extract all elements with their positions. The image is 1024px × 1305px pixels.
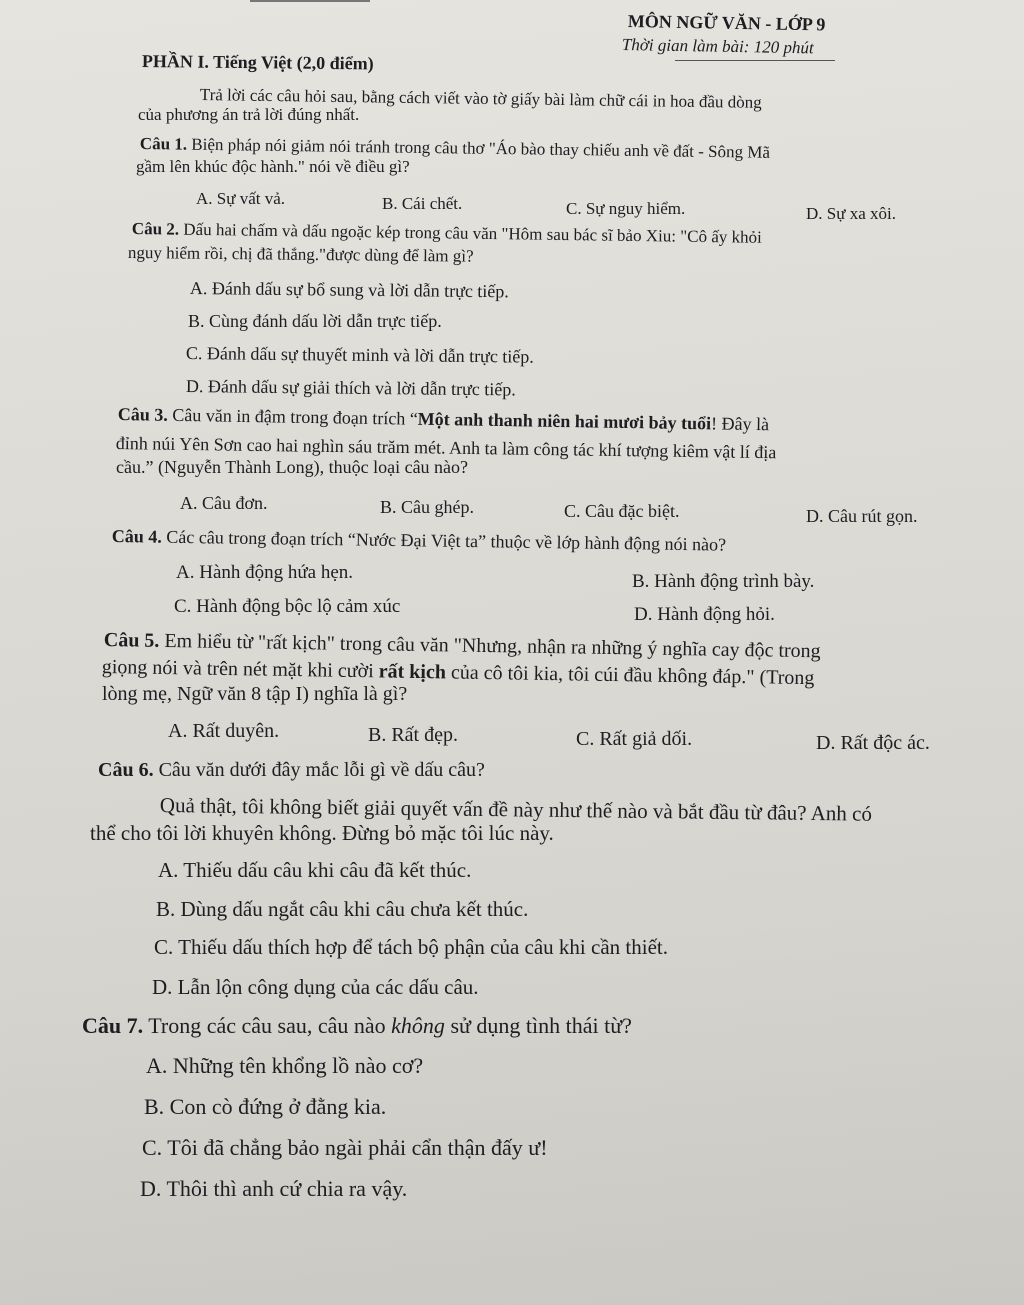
- q6-option-b: B. Dùng dấu ngắt câu khi câu chưa kết thúc.: [156, 897, 529, 921]
- q6-quote-line-1: Quả thật, tôi không biết giải quyết vấn đề này như thế nào và bắt đầu từ đâu? Anh có: [159, 793, 873, 826]
- q5-line-3: lòng mẹ, Ngữ văn 8 tập I) nghĩa là gì?: [102, 683, 408, 705]
- q3-option-d: D. Câu rút gọn.: [806, 506, 918, 526]
- q5-option-a: A. Rất duyên.: [168, 720, 280, 742]
- q1-option-d: D. Sự xa xôi.: [806, 204, 896, 223]
- q6-line-1: [98, 760, 485, 780]
- q3-line-1: [118, 405, 769, 433]
- q6-option-a: A. Thiếu dấu câu khi câu đã kết thúc.: [158, 858, 472, 882]
- q3-label: Câu 3.: [117, 404, 169, 425]
- q7-line-1: [82, 1015, 632, 1037]
- q4-text: Các câu trong đoạn trích “Nước Đại Việt ta” thuộc về lớp hành động nói nào?: [161, 526, 727, 555]
- q7-option-c: C. Tôi đã chẳng bảo ngài phải cẩn thận đấy ư!: [142, 1135, 548, 1160]
- q2-option-b: B. Cùng đánh dấu lời dẫn trực tiếp.: [188, 311, 442, 331]
- q5-line-1: [104, 630, 821, 661]
- q4-label: Câu 4.: [111, 526, 163, 547]
- q2-option-d: D. Đánh dấu sự giải thích và lời dẫn trực tiếp.: [185, 376, 516, 400]
- q1-label: Câu 1.: [139, 134, 188, 154]
- q5-text: Em hiểu từ "rất kịch" trong câu văn "Nhưng, nhận ra những ý nghĩa cay độc trong: [159, 629, 821, 663]
- q5-option-d: D. Rất độc ác.: [816, 732, 930, 754]
- q6-text: Câu văn dưới đây mắc lỗi gì về dấu câu?: [153, 759, 485, 781]
- q5-text-post: của cô tôi kia, tôi cúi đầu không đáp." (Trong: [445, 661, 815, 690]
- q2-line-2: nguy hiểm rồi, chị đã thắng."được dùng để làm gì?: [127, 243, 474, 266]
- q7-option-a: A. Những tên khổng lồ nào cơ?: [146, 1053, 424, 1078]
- q6-option-c: C. Thiếu dấu thích hợp để tách bộ phận của câu khi cần thiết.: [154, 935, 668, 959]
- q5-option-b: B. Rất đẹp.: [368, 724, 458, 746]
- q4-line-1: [112, 527, 726, 554]
- q1-line-2: gầm lên khúc độc hành." nói về điều gì?: [136, 157, 410, 176]
- q2-label: Câu 2.: [131, 219, 180, 239]
- q7-text-pre: Trong các câu sau, câu nào: [143, 1013, 392, 1038]
- q1-option-c: C. Sự nguy hiểm.: [566, 199, 686, 218]
- q3-bold-sentence: Một anh thanh niên hai mươi bảy tuổi: [417, 408, 712, 434]
- q3-line-2: đỉnh núi Yên Sơn cao hai nghìn sáu trăm mét. Anh ta làm công tác khí tượng kiêm vật lí địa: [115, 433, 777, 463]
- q7-italic-word: không: [391, 1013, 445, 1038]
- q1-option-a: A. Sự vất vả.: [196, 189, 286, 208]
- q6-option-d: D. Lẫn lộn công dụng của các dấu câu.: [152, 975, 479, 999]
- q2-line-1: [132, 220, 762, 246]
- q5-label: Câu 5.: [103, 629, 160, 652]
- exam-subject: MÔN NGỮ VĂN - LỚP 9: [627, 11, 826, 35]
- q3-option-c: C. Câu đặc biệt.: [564, 501, 680, 521]
- section-title: PHẦN I. Tiếng Việt (2,0 điểm): [141, 51, 374, 74]
- q5-option-c: C. Rất giả dối.: [576, 728, 693, 750]
- instruction-line-1: Trả lời các câu hỏi sau, bằng cách viết vào tờ giấy bài làm chữ cái in hoa đầu dòng: [199, 85, 762, 112]
- q5-text-pre: giọng nói và trên nét mặt khi cười: [101, 656, 379, 683]
- q1-option-b: B. Cái chết.: [382, 194, 463, 213]
- q3-option-a: A. Câu đơn.: [180, 493, 268, 513]
- q7-option-d: D. Thôi thì anh cứ chia ra vậy.: [140, 1176, 408, 1201]
- q6-quote-line-2: thể cho tôi lời khuyên không. Đừng bỏ mặc tôi lúc này.: [90, 821, 554, 845]
- q2-text: Dấu hai chấm và dấu ngoặc kép trong câu văn "Hôm sau bác sĩ bảo Xiu: "Cô ấy khỏi: [178, 219, 762, 247]
- q7-text-post: sử dụng tình thái từ?: [444, 1013, 632, 1038]
- exam-time: Thời gian làm bài: 120 phút: [621, 35, 814, 58]
- q3-option-b: B. Câu ghép.: [380, 497, 474, 517]
- q5-bold-word: rất kịch: [378, 660, 447, 684]
- q3-text-post: ! Đây là: [710, 413, 770, 435]
- q6-label: Câu 6.: [98, 759, 154, 781]
- q3-text-pre: Câu văn in đậm trong đoạn trích “: [167, 404, 418, 429]
- q7-label: Câu 7.: [82, 1013, 144, 1038]
- q4-option-d: D. Hành động hỏi.: [634, 604, 775, 625]
- top-rule: [250, 0, 370, 2]
- q4-option-c: C. Hành động bộc lộ cảm xúc: [174, 596, 401, 617]
- instruction-line-2: của phương án trả lời đúng nhất.: [138, 105, 360, 124]
- q2-option-c: C. Đánh dấu sự thuyết minh và lời dẫn trực tiếp.: [185, 343, 534, 367]
- q7-option-b: B. Con cò đứng ở đằng kia.: [144, 1094, 387, 1119]
- q4-option-a: A. Hành động hứa hẹn.: [176, 562, 354, 583]
- q2-option-a: A. Đánh dấu sự bổ sung và lời dẫn trực tiếp.: [189, 278, 509, 302]
- q1-text: Biện pháp nói giảm nói tránh trong câu thơ "Áo bào thay chiếu anh về đất - Sông Mã: [186, 134, 771, 162]
- q4-option-b: B. Hành động trình bày.: [632, 571, 815, 592]
- q3-line-3: cầu.” (Nguyễn Thành Long), thuộc loại câu nào?: [116, 457, 469, 477]
- title-underline: [675, 60, 835, 61]
